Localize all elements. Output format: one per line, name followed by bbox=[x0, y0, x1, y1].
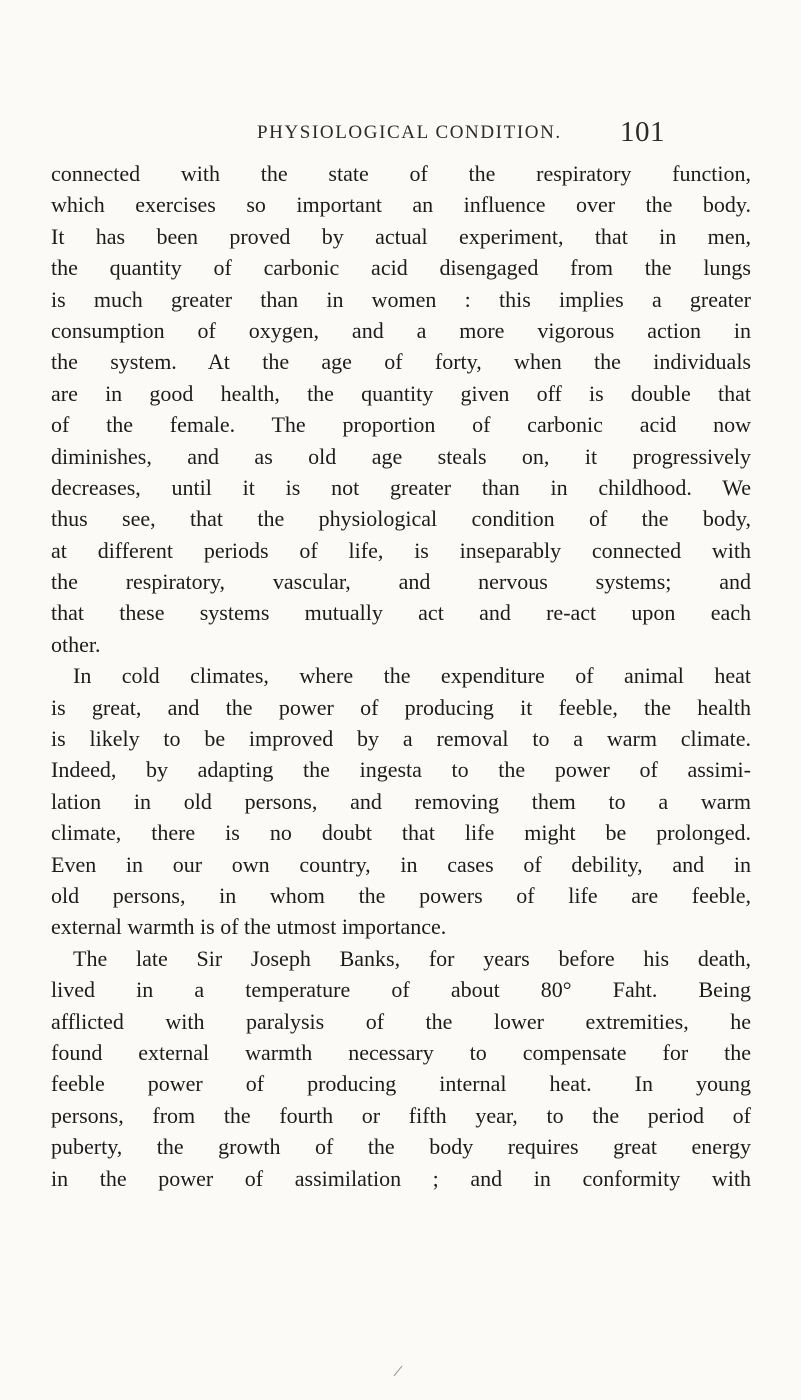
stray-mark: / bbox=[392, 1360, 404, 1382]
text-line: that these systems mutually act and re-act upon each bbox=[51, 600, 751, 626]
text-line: is great, and the power of producing it feeble, the health bbox=[51, 694, 751, 720]
text-line: of the female. The proportion of carbonic acid now bbox=[51, 412, 751, 438]
text-line: diminishes, and as old age steals on, it progressively bbox=[51, 443, 751, 469]
text-line: the respiratory, vascular, and nervous systems; and bbox=[51, 569, 751, 595]
text-line: old persons, in whom the powers of life are feeble, bbox=[51, 882, 751, 908]
text-line: other. bbox=[51, 631, 101, 657]
running-head bbox=[70, 116, 770, 152]
text-line: decreases, until it is not greater than in childhood. We bbox=[51, 474, 751, 500]
text-line: consumption of oxygen, and a more vigorous action in bbox=[51, 317, 751, 343]
text-line: In cold climates, where the expenditure of animal heat bbox=[73, 663, 751, 689]
text-line: persons, from the fourth or fifth year, to the period of bbox=[51, 1102, 751, 1128]
text-line: at different periods of life, is inseparably connected with bbox=[51, 537, 751, 563]
text-line: in the power of assimilation ; and in conformity with bbox=[51, 1165, 751, 1191]
text-line: It has been proved by actual experiment, that in men, bbox=[51, 223, 751, 249]
text-line: Even in our own country, in cases of debility, and in bbox=[51, 851, 751, 877]
text-line: afflicted with paralysis of the lower extremities, he bbox=[51, 1008, 751, 1034]
text-line: The late Sir Joseph Banks, for years before his death, bbox=[73, 945, 751, 971]
body-text bbox=[51, 158, 751, 1194]
page-number: 101 bbox=[620, 116, 665, 148]
text-line: the system. At the age of forty, when the individuals bbox=[51, 349, 751, 375]
text-line: climate, there is no doubt that life might be prolonged. bbox=[51, 820, 751, 846]
text-line: lation in old persons, and removing them to a warm bbox=[51, 788, 751, 814]
text-line: Indeed, by adapting the ingesta to the power of assimi- bbox=[51, 757, 751, 783]
running-title: PHYSIOLOGICAL CONDITION. bbox=[257, 122, 562, 143]
text-line: lived in a temperature of about 80° Faht. Being bbox=[51, 977, 751, 1003]
text-line: the quantity of carbonic acid disengaged from the lungs bbox=[51, 255, 751, 281]
text-line: is much greater than in women : this implies a greater bbox=[51, 286, 751, 312]
text-line: is likely to be improved by a removal to a warm climate. bbox=[51, 726, 751, 752]
text-line: are in good health, the quantity given off is double that bbox=[51, 380, 751, 406]
text-line: connected with the state of the respiratory function, bbox=[51, 161, 751, 186]
text-line: which exercises so important an influence over the body. bbox=[51, 192, 751, 218]
text-line: puberty, the growth of the body requires great energy bbox=[51, 1134, 751, 1160]
text-line: found external warmth necessary to compensate for the bbox=[51, 1039, 751, 1065]
text-line: feeble power of producing internal heat. In young bbox=[51, 1071, 751, 1097]
text-line: thus see, that the physiological condition of the body, bbox=[51, 506, 751, 532]
text-line: external warmth is of the utmost importance. bbox=[51, 914, 447, 940]
